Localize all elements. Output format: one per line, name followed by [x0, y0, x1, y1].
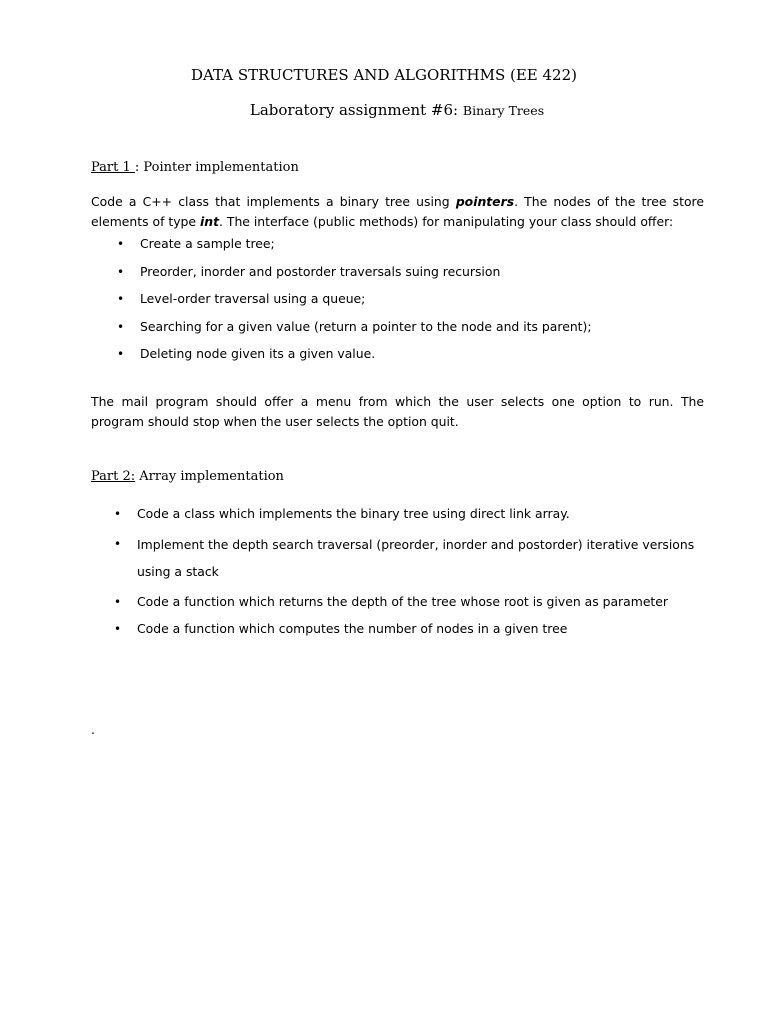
- part1-intro-em-int: int: [200, 214, 219, 229]
- subtitle-topic: Binary Trees: [462, 103, 545, 118]
- part2-bullet-list: [91, 504, 711, 646]
- part2-heading-text: Array implementation: [135, 469, 284, 484]
- list-item-text: Preorder, inorder and postorder traversals suing recursion: [140, 263, 501, 279]
- list-item: [91, 317, 711, 337]
- part1-closing: The mail program should offer a menu from which the user selects one option to run. The program should stop when the user selects the option quit.: [91, 394, 704, 429]
- part1-intro-text-1: Code a C++ class that implements a binary tree using: [91, 194, 456, 209]
- part2-heading: [91, 469, 284, 484]
- list-item-text: Code a function which computes the number of nodes in a given tree: [137, 621, 568, 636]
- list-item-text: Code a class which implements the binary tree using direct link array.: [137, 506, 570, 521]
- bullet-icon: •: [117, 264, 125, 279]
- part1-intro-text-2: . The nodes of the tree store elements of type: [91, 194, 704, 229]
- bullet-icon: •: [114, 595, 122, 609]
- list-item: [91, 344, 711, 364]
- list-item: [91, 619, 711, 639]
- list-item-text: Code a function which returns the depth of the tree whose root is given as parameter: [137, 594, 669, 609]
- list-item-text: Searching for a given value (return a pointer to the node and its parent);: [140, 318, 592, 334]
- part1-label: Part 1: [91, 160, 135, 175]
- list-item: [91, 262, 711, 282]
- part1-intro-text-3: . The interface (public methods) for manipulating your class should offer:: [219, 214, 674, 229]
- list-item: [91, 234, 711, 254]
- list-item-text: Create a sample tree;: [140, 236, 275, 251]
- list-item-text: Implement the depth search traversal (preorder, inorder and postorder) iterative versions using a stack: [137, 537, 695, 579]
- bullet-icon: •: [114, 537, 122, 551]
- bullet-icon: •: [117, 237, 125, 251]
- bullet-icon: •: [114, 622, 122, 636]
- part1-bullet-list: [91, 234, 711, 372]
- bullet-icon: •: [117, 292, 125, 306]
- list-item: [91, 504, 711, 524]
- bullet-icon: •: [117, 319, 125, 334]
- part1-intro-em-pointers: pointers: [455, 194, 515, 209]
- trailing-period: .: [91, 722, 95, 737]
- document-subtitle: [0, 101, 768, 119]
- list-item-text: Level-order traversal using a queue;: [140, 291, 366, 306]
- subtitle-main: Laboratory assignment #6:: [249, 101, 459, 119]
- bullet-icon: •: [117, 347, 125, 361]
- part1-intro: [91, 192, 704, 232]
- document-title: DATA STRUCTURES AND ALGORITHMS (EE 422): [191, 66, 577, 84]
- bullet-icon: •: [114, 507, 122, 521]
- list-item: [91, 531, 711, 585]
- part1-heading: [91, 160, 299, 175]
- part1-heading-text: : Pointer implementation: [134, 160, 299, 175]
- list-item: [91, 289, 711, 309]
- part2-label: Part 2:: [91, 469, 136, 484]
- list-item-text: Deleting node given its a given value.: [140, 346, 376, 361]
- list-item: [91, 592, 711, 612]
